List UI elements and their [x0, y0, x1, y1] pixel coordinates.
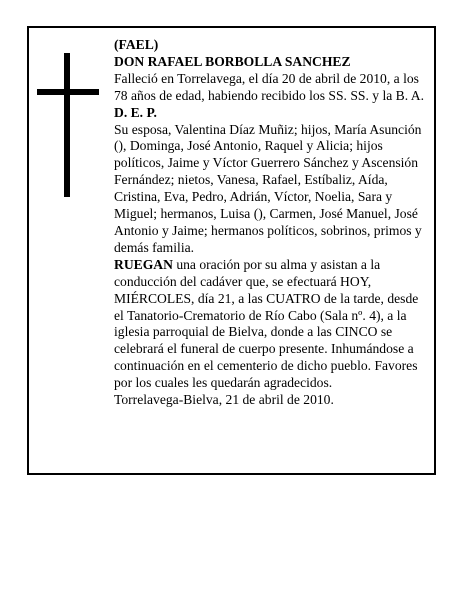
request-body: una oración por su alma y asistan a la conducción del cadáver que, se efectuará HOY, MIÉRCOLES, día 21, a las CUATRO de la tarde, desde el Tanatorio-Crematorio de Río Cabo (Sala nº. 4), a la iglesia parroquial de Bielva, donde a las CINCO se celebrará el funeral de cuerpo presente. Inhumándose a continuación en el cementerio de dicho pueblo. Favores por los cuales les quedarán agradecidos. — [114, 256, 419, 391]
funeral-request — [114, 257, 426, 392]
cross-vertical-bar — [64, 53, 70, 197]
request-lead: RUEGAN — [114, 256, 173, 272]
mourners-list: Su esposa, Valentina Díaz Muñiz; hijos, María Asunción (), Dominga, José Antonio, Raquel y Alicia; hijos políticos, Jaime y Víctor Guerrero Sánchez y Ascensión Fernández; nietos, Vanesa, Rafael, Estíbaliz, Aída, Cristina, Eva, Pedro, Adrián, Víctor, Noelia, Sara y Miguel; hermanos, Luisa (), Carmen, José Manuel, José Antonio y Jaime; hermanos políticos, sobrinos, primos y demás familia. — [114, 121, 422, 255]
latin-cross-icon — [37, 53, 99, 197]
deceased-name: DON RAFAEL BORBOLLA SANCHEZ — [114, 53, 351, 69]
death-statement: Falleció en Torrelavega, el día 20 de abril de 2010, a los 78 años de edad, habiendo recibido los SS. SS. y la B. A. — [114, 70, 424, 103]
cross-horizontal-bar — [37, 89, 99, 95]
rest-in-peace: D. E. P. — [114, 104, 157, 120]
obituary-text — [114, 37, 426, 409]
deceased-nickname: (FAEL) — [114, 37, 159, 52]
place-and-date: Torrelavega-Bielva, 21 de abril de 2010. — [114, 392, 334, 408]
